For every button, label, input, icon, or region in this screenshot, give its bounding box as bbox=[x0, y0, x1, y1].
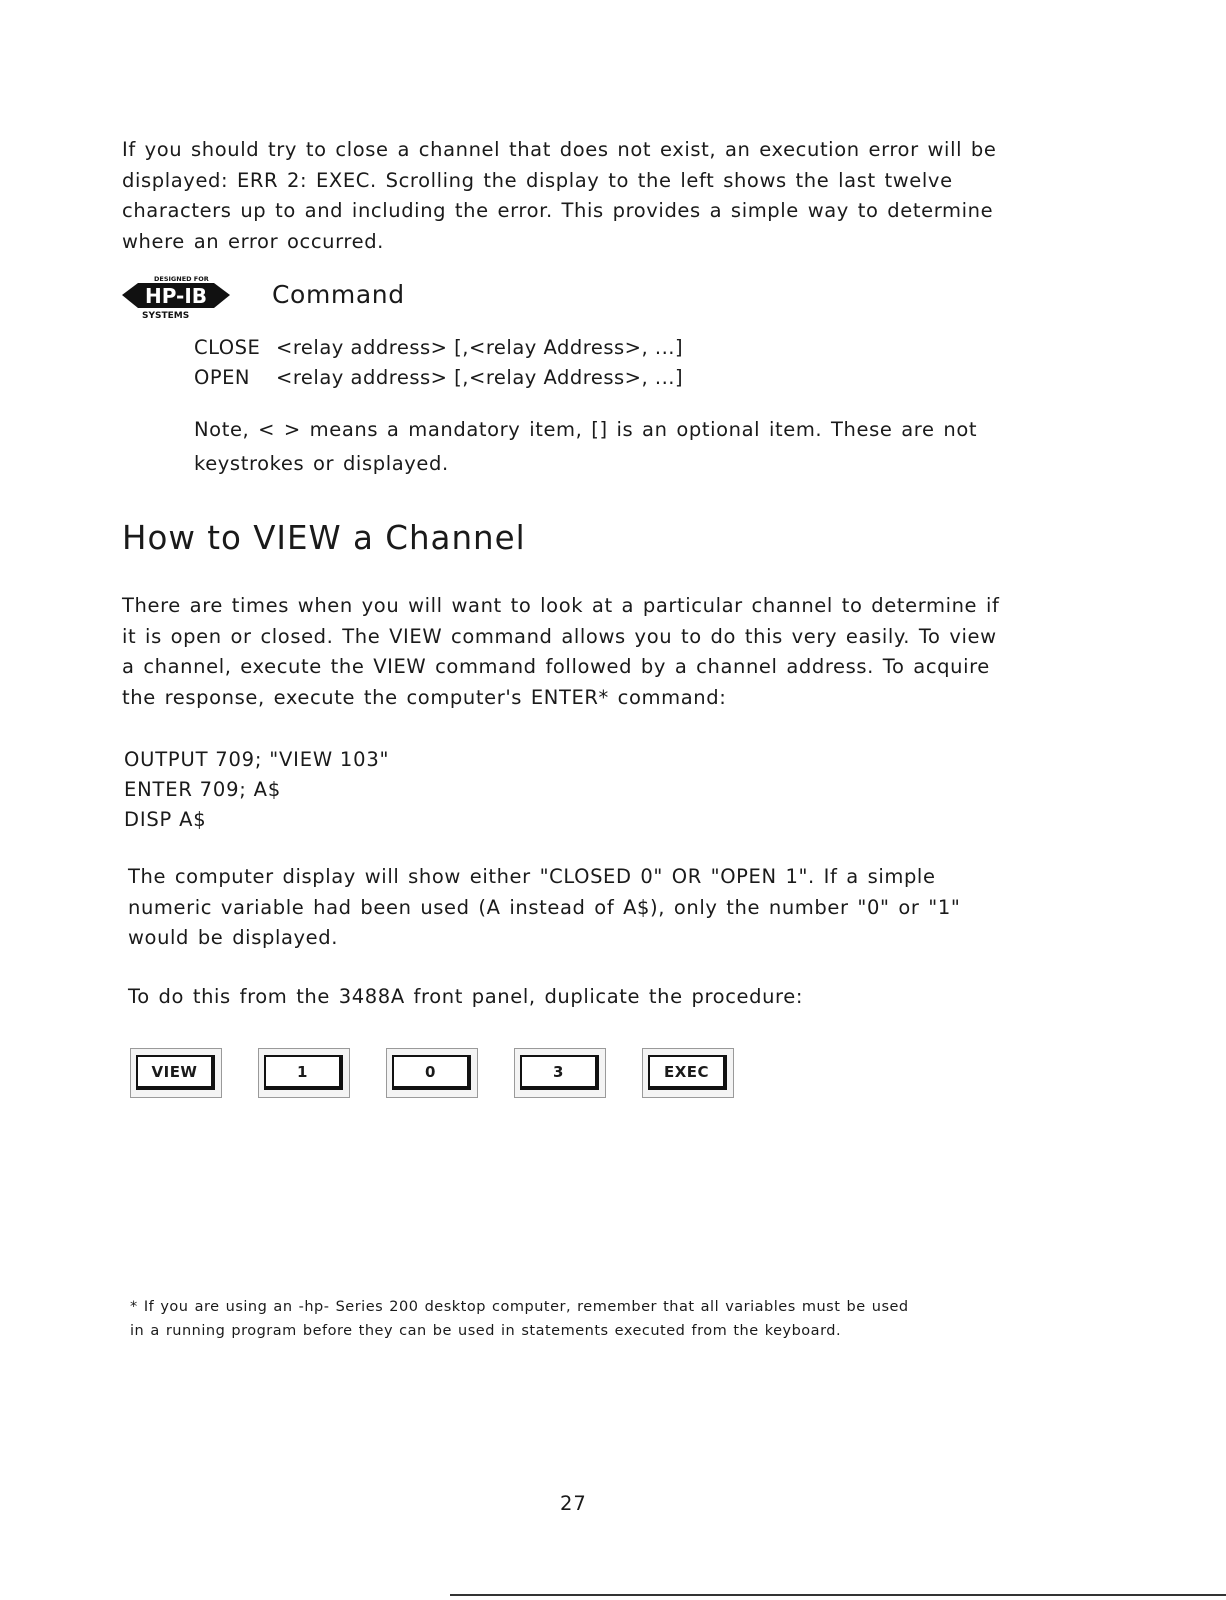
text-line: it is open or closed. The VIEW command allows you to do this very easily. To view bbox=[122, 624, 997, 648]
text-line: a channel, execute the VIEW command followed by a channel address. To acquire bbox=[122, 655, 990, 678]
logo-top-text: DESIGNED FOR bbox=[154, 275, 209, 283]
text-line: the response, execute the computer's ENTER* command: bbox=[122, 685, 727, 709]
text-line: There are times when you will want to look at a particular channel to determine if bbox=[122, 594, 1000, 617]
syntax-note bbox=[194, 413, 977, 481]
footnote bbox=[130, 1295, 909, 1343]
text-line: numeric variable had been used (A instead of A$), only the number "0" or "1" bbox=[128, 895, 961, 919]
key-label: 1 bbox=[264, 1055, 343, 1090]
text-line: To do this from the 3488A front panel, duplicate the procedure: bbox=[128, 985, 804, 1008]
exec-key bbox=[642, 1048, 734, 1098]
text-line: displayed: ERR 2: EXEC. Scrolling the display to the left shows the last twelve bbox=[122, 168, 953, 192]
syntax-row-close bbox=[194, 333, 683, 363]
code-example bbox=[124, 745, 389, 835]
text-line: Note, < > means a mandatory item, [] is an optional item. These are not bbox=[194, 418, 978, 441]
section-heading: How to VIEW a Channel bbox=[122, 519, 526, 557]
code-line: ENTER 709; A$ bbox=[124, 778, 282, 801]
digit-1-key bbox=[258, 1048, 350, 1098]
page-number: 27 bbox=[560, 1492, 587, 1515]
key-label: 0 bbox=[392, 1055, 471, 1090]
hp-ib-logo bbox=[122, 273, 232, 321]
text-line: keystrokes or displayed. bbox=[194, 452, 449, 475]
hp-ib-logo-icon bbox=[122, 273, 232, 321]
digit-3-key bbox=[514, 1048, 606, 1098]
text-line: * If you are using an -hp- Series 200 desktop computer, remember that all variables must be used bbox=[130, 1299, 909, 1315]
command-heading: Command bbox=[272, 280, 405, 309]
syntax-row-open bbox=[194, 363, 683, 393]
code-line: OUTPUT 709; "VIEW 103" bbox=[124, 748, 390, 771]
command-syntax bbox=[194, 333, 683, 393]
text-line: The computer display will show either "CLOSED 0" OR "OPEN 1". If a simple bbox=[128, 865, 936, 888]
intro-paragraph bbox=[122, 135, 996, 257]
syntax-args: <relay address> [,<relay Address>, ...] bbox=[276, 336, 684, 359]
text-line: would be displayed. bbox=[128, 926, 339, 949]
code-line: DISP A$ bbox=[124, 808, 207, 831]
logo-bottom-text: SYSTEMS bbox=[142, 311, 190, 321]
digit-0-key bbox=[386, 1048, 478, 1098]
key-label: 3 bbox=[520, 1055, 599, 1090]
text-line: where an error occurred. bbox=[122, 229, 384, 253]
logo-main-text: HP-IB bbox=[144, 284, 208, 308]
text-line: If you should try to close a channel that does not exist, an execution error will be bbox=[122, 138, 997, 161]
view-intro-paragraph bbox=[122, 591, 999, 713]
syntax-keyword: CLOSE bbox=[194, 336, 261, 359]
result-paragraph bbox=[128, 862, 960, 954]
text-line: characters up to and including the error. This provides a simple way to determine bbox=[122, 199, 994, 222]
bottom-rule bbox=[450, 1594, 1226, 1596]
procedure-paragraph bbox=[128, 982, 803, 1013]
view-key bbox=[130, 1048, 222, 1098]
syntax-keyword: OPEN bbox=[194, 366, 251, 389]
text-line: in a running program before they can be used in statements executed from the keyboard. bbox=[130, 1323, 842, 1339]
syntax-args: <relay address> [,<relay Address>, ...] bbox=[276, 366, 684, 389]
key-label: VIEW bbox=[136, 1055, 215, 1090]
key-label: EXEC bbox=[648, 1055, 727, 1090]
